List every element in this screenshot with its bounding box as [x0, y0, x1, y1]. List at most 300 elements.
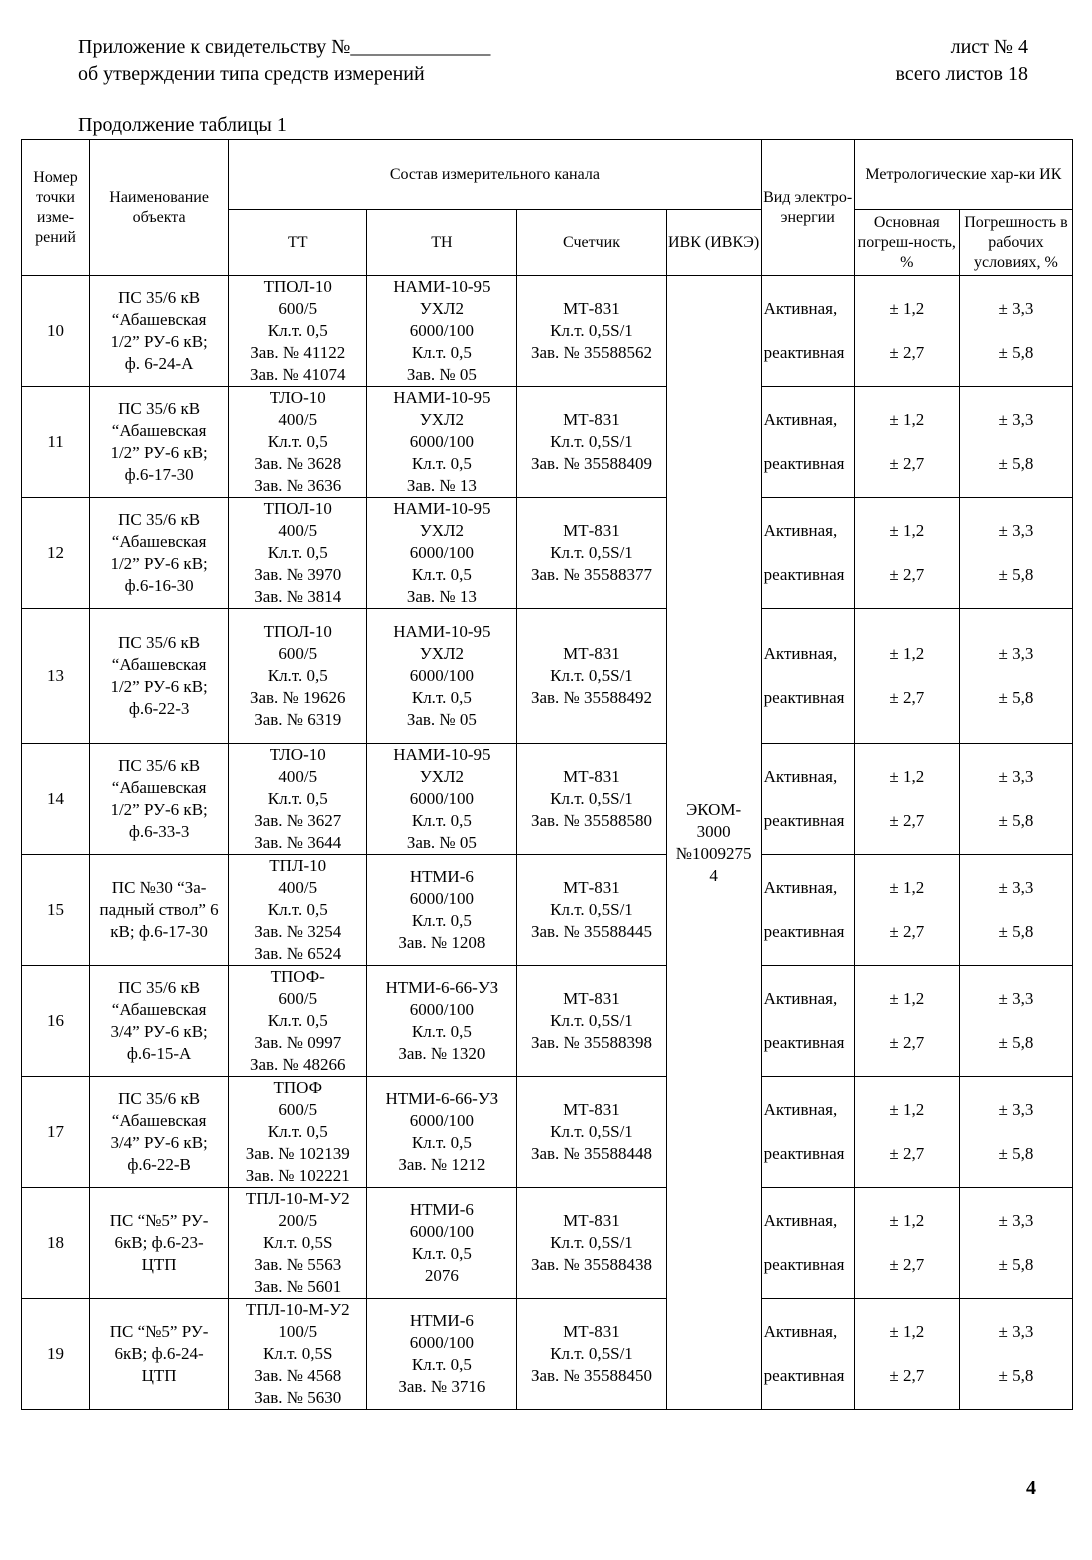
point-number: 16	[22, 966, 90, 1077]
meter-cell	[517, 609, 666, 744]
col-header-number: Номер точки изме-рений	[22, 140, 90, 276]
tn-cell-line: Зав. № 1320	[398, 1044, 486, 1063]
meter-cell-line: Зав. № 35588377	[530, 565, 653, 584]
object-name-line: “Абашевская	[111, 1000, 207, 1019]
meter-cell-line: МТ-831	[563, 878, 620, 897]
tn-cell-line: 6000/100	[409, 543, 474, 562]
basic-error-line: ± 2,7	[889, 1033, 925, 1052]
tn-cell-line: Кл.т. 0,5	[411, 1133, 472, 1152]
tn-cell-line: НАМИ-10-95	[393, 745, 491, 764]
tt-cell-line: Зав. № 5630	[254, 1388, 342, 1407]
working-error	[959, 276, 1072, 387]
tn-cell-line: Кл.т. 0,5	[411, 565, 472, 584]
meter-cell-line: МТ-831	[563, 410, 620, 429]
object-name	[90, 744, 229, 855]
working-error-line: ± 3,3	[998, 767, 1034, 786]
col-header-energy: Вид электро-энергии	[761, 140, 854, 276]
working-error	[959, 1077, 1072, 1188]
tt-cell-line: ТЛО-10	[269, 745, 326, 764]
col-header-working-error: Погрешность в рабочих условиях, %	[959, 210, 1072, 276]
tt-cell	[229, 276, 367, 387]
tt-cell-line: Кл.т. 0,5	[267, 543, 328, 562]
basic-error-line: ± 1,2	[889, 644, 925, 663]
meter-cell-line: Кл.т. 0,5S/1	[550, 1344, 633, 1363]
object-name-line: ПС №30 “За-	[111, 878, 207, 897]
meter-cell-line: Зав. № 35588562	[530, 343, 653, 362]
object-name-line: “Абашевская	[111, 421, 207, 440]
ivk-cell	[666, 276, 761, 1410]
object-name-line: ф.6-15-А	[126, 1044, 192, 1063]
table-body	[22, 276, 1073, 1410]
working-error-line: ± 3,3	[998, 644, 1034, 663]
working-error-line: ± 5,8	[998, 811, 1034, 830]
tt-cell-line: Зав. № 3254	[254, 922, 342, 941]
tn-cell-line: НТМИ-6-66-УЗ	[385, 978, 499, 997]
tn-cell-line: Зав. № 13	[406, 476, 477, 495]
object-name-line: ПС 35/6 кВ	[118, 288, 201, 307]
tt-cell-line: Кл.т. 0,5S	[263, 1233, 333, 1252]
col-header-object: Наименование объекта	[90, 140, 229, 276]
basic-error-line: ± 2,7	[889, 922, 925, 941]
table-row	[22, 609, 1073, 744]
tn-cell-line: УХЛ2	[419, 767, 465, 786]
tn-cell	[367, 498, 517, 609]
object-name-line: ПС “№5” РУ-	[109, 1322, 209, 1341]
working-error	[959, 744, 1072, 855]
point-number: 12	[22, 498, 90, 609]
tn-cell-line: 6000/100	[409, 666, 474, 685]
tt-cell	[229, 1188, 367, 1299]
energy-type-line: Активная,	[763, 767, 838, 786]
tn-cell-line: Зав. № 13	[406, 587, 477, 606]
basic-error-line: ± 1,2	[889, 410, 925, 429]
page-number: 4	[1026, 1477, 1036, 1499]
energy-type-line: реактивная	[763, 1144, 845, 1163]
tt-cell-line: 600/5	[278, 1100, 318, 1119]
tt-cell-line: Зав. № 102139	[245, 1144, 350, 1163]
tt-cell-line: Зав. № 3627	[254, 811, 342, 830]
tn-cell-line: 6000/100	[409, 1000, 474, 1019]
object-name-line: ф. 6-24-А	[124, 354, 194, 373]
tt-cell-line: 600/5	[278, 989, 318, 1008]
object-name-line: “Абашевская	[111, 310, 207, 329]
ivk-line: №1009275	[675, 843, 752, 863]
tt-cell-line: ТПОЛ-10	[263, 499, 332, 518]
point-number: 17	[22, 1077, 90, 1188]
object-name-line: 3/4” РУ-6 кВ;	[110, 1022, 208, 1041]
col-header-composition: Состав измерительного канала	[229, 140, 761, 210]
tt-cell-line: 400/5	[278, 521, 318, 540]
tt-cell-line: Зав. № 41122	[250, 343, 346, 362]
working-error-line: ± 3,3	[998, 878, 1034, 897]
meter-cell-line: МТ-831	[563, 1100, 620, 1119]
tn-cell	[367, 855, 517, 966]
working-error-line: ± 5,8	[998, 922, 1034, 941]
meter-cell-line: Зав. № 35588580	[530, 811, 653, 830]
object-name	[90, 276, 229, 387]
tn-cell-line: НАМИ-10-95	[393, 622, 491, 641]
basic-error-line: ± 1,2	[889, 1322, 925, 1341]
object-name-line: “Абашевская	[111, 655, 207, 674]
tn-cell	[367, 387, 517, 498]
tt-cell-line: ТПОФ-	[270, 967, 325, 986]
working-error-line: ± 5,8	[998, 1033, 1034, 1052]
tt-cell-line: ТПЛ-10-М-У2	[245, 1300, 350, 1319]
meter-cell-line: Зав. № 35588445	[530, 922, 653, 941]
basic-error	[854, 1077, 959, 1188]
tt-cell-line: Зав. № 0997	[254, 1033, 342, 1052]
ivk-line: 4	[709, 865, 718, 885]
energy-type	[761, 744, 854, 855]
energy-type-line: Активная,	[763, 1100, 838, 1119]
energy-type-line: реактивная	[763, 1033, 845, 1052]
basic-error-line: ± 1,2	[889, 989, 925, 1008]
energy-type	[761, 1299, 854, 1410]
tt-cell-line: 400/5	[278, 767, 318, 786]
object-name-line: “Абашевская	[111, 1111, 207, 1130]
table-row	[22, 1188, 1073, 1299]
tn-cell-line: НТМИ-6	[409, 867, 474, 886]
tt-cell	[229, 609, 367, 744]
col-header-tn: ТН	[367, 210, 517, 276]
meter-cell-line: Кл.т. 0,5S/1	[550, 1122, 633, 1141]
basic-error	[854, 966, 959, 1077]
tn-cell	[367, 1299, 517, 1410]
tt-cell-line: Кл.т. 0,5S	[263, 1344, 333, 1363]
tt-cell-line: 600/5	[278, 299, 318, 318]
energy-type-line: Активная,	[763, 410, 838, 429]
object-name-line: ф.6-33-3	[128, 822, 190, 841]
col-header-meter: Счетчик	[517, 210, 666, 276]
tt-cell-line: Кл.т. 0,5	[267, 321, 328, 340]
energy-type	[761, 276, 854, 387]
object-name	[90, 1299, 229, 1410]
object-name-line: 1/2” РУ-6 кВ;	[110, 554, 208, 573]
working-error-line: ± 3,3	[998, 410, 1034, 429]
basic-error-line: ± 1,2	[889, 521, 925, 540]
meter-cell-line: Кл.т. 0,5S/1	[550, 432, 633, 451]
tn-cell-line: Кл.т. 0,5	[411, 1022, 472, 1041]
tn-cell-line: Кл.т. 0,5	[411, 1244, 472, 1263]
basic-error-line: ± 2,7	[889, 1144, 925, 1163]
energy-type-line: реактивная	[763, 343, 845, 362]
meter-cell-line: МТ-831	[563, 1211, 620, 1230]
working-error-line: ± 5,8	[998, 565, 1034, 584]
tn-cell-line: 6000/100	[409, 321, 474, 340]
tn-cell	[367, 276, 517, 387]
tt-cell	[229, 1077, 367, 1188]
tn-cell	[367, 744, 517, 855]
object-name	[90, 1188, 229, 1299]
point-number: 10	[22, 276, 90, 387]
energy-type	[761, 855, 854, 966]
meter-cell-line: Зав. № 35588448	[530, 1144, 653, 1163]
tn-cell-line: Кл.т. 0,5	[411, 454, 472, 473]
object-name-line: ф.6-17-30	[124, 465, 194, 484]
tt-cell-line: ТПОЛ-10	[263, 277, 332, 296]
tt-cell-line: ТПОФ	[273, 1078, 323, 1097]
tt-cell-line: Кл.т. 0,5	[267, 432, 328, 451]
tn-cell-line: УХЛ2	[419, 521, 465, 540]
tt-cell-line: Зав. № 4568	[254, 1366, 342, 1385]
tn-cell-line: Кл.т. 0,5	[411, 1355, 472, 1374]
tt-cell-line: Кл.т. 0,5	[267, 1122, 328, 1141]
table-caption: Продолжение таблицы 1	[78, 114, 287, 136]
tt-cell-line: 100/5	[278, 1322, 318, 1341]
working-error-line: ± 3,3	[998, 299, 1034, 318]
meter-cell-line: Кл.т. 0,5S/1	[550, 1011, 633, 1030]
tt-cell-line: Зав. № 3636	[254, 476, 342, 495]
meter-cell-line: Кл.т. 0,5S/1	[550, 543, 633, 562]
tn-cell	[367, 1077, 517, 1188]
energy-type-line: Активная,	[763, 299, 838, 318]
table-row	[22, 966, 1073, 1077]
tn-cell-line: УХЛ2	[419, 299, 465, 318]
object-name-line: ПС 35/6 кВ	[118, 756, 201, 775]
tn-cell-line: Зав. № 05	[406, 710, 477, 729]
tn-cell-line: 6000/100	[409, 1111, 474, 1130]
tt-cell-line: Кл.т. 0,5	[267, 789, 328, 808]
meter-cell-line: МТ-831	[563, 644, 620, 663]
working-error-line: ± 3,3	[998, 1211, 1034, 1230]
energy-type-line: Активная,	[763, 1322, 838, 1341]
object-name	[90, 609, 229, 744]
basic-error-line: ± 1,2	[889, 299, 925, 318]
tt-cell-line: Кл.т. 0,5	[267, 666, 328, 685]
meter-cell-line: МТ-831	[563, 1322, 620, 1341]
tt-cell-line: Зав. № 6524	[254, 944, 342, 963]
tt-cell-line: ТПОЛ-10	[263, 622, 332, 641]
energy-type-line: реактивная	[763, 811, 845, 830]
tn-cell-line: НТМИ-6	[409, 1200, 474, 1219]
tn-cell-line: 2076	[424, 1266, 459, 1285]
basic-error-line: ± 1,2	[889, 1211, 925, 1230]
meter-cell	[517, 966, 666, 1077]
tn-cell-line: 6000/100	[409, 889, 474, 908]
object-name-line: ПС “№5” РУ-	[109, 1211, 209, 1230]
basic-error-line: ± 1,2	[889, 878, 925, 897]
basic-error	[854, 387, 959, 498]
tt-cell-line: Кл.т. 0,5	[267, 900, 328, 919]
meter-cell	[517, 498, 666, 609]
basic-error	[854, 744, 959, 855]
tt-cell-line: Зав. № 3970	[254, 565, 342, 584]
energy-type	[761, 966, 854, 1077]
meter-cell	[517, 387, 666, 498]
tt-cell	[229, 387, 367, 498]
basic-error	[854, 855, 959, 966]
meter-cell-line: Кл.т. 0,5S/1	[550, 321, 633, 340]
meter-cell	[517, 1299, 666, 1410]
basic-error-line: ± 2,7	[889, 1366, 925, 1385]
meter-cell	[517, 855, 666, 966]
energy-type	[761, 1077, 854, 1188]
object-name-line: кВ; ф.6-17-30	[110, 922, 208, 941]
tt-cell-line: 400/5	[278, 410, 318, 429]
energy-type-line: Активная,	[763, 1211, 838, 1230]
col-header-basic-error: Основная погреш-ность, %	[854, 210, 959, 276]
object-name-line: 1/2” РУ-6 кВ;	[110, 332, 208, 351]
table-row	[22, 498, 1073, 609]
working-error-line: ± 3,3	[998, 1322, 1034, 1341]
object-name-line: 1/2” РУ-6 кВ;	[110, 800, 208, 819]
object-name-line: ПС 35/6 кВ	[118, 1089, 201, 1108]
working-error-line: ± 5,8	[998, 343, 1034, 362]
tn-cell	[367, 1188, 517, 1299]
working-error	[959, 855, 1072, 966]
meter-cell-line: Зав. № 35588492	[530, 688, 653, 707]
object-name-line: 1/2” РУ-6 кВ;	[110, 677, 208, 696]
tn-cell-line: Зав. № 1212	[398, 1155, 486, 1174]
energy-type-line: реактивная	[763, 454, 845, 473]
sheet-number: лист № 4	[950, 36, 1028, 58]
meter-cell-line: МТ-831	[563, 989, 620, 1008]
energy-type-line: Активная,	[763, 989, 838, 1008]
tn-cell-line: Зав. № 1208	[398, 933, 486, 952]
table-row	[22, 1077, 1073, 1188]
working-error-line: ± 5,8	[998, 688, 1034, 707]
meter-cell-line: МТ-831	[563, 299, 620, 318]
tt-cell-line: 600/5	[278, 644, 318, 663]
tn-cell-line: УХЛ2	[419, 410, 465, 429]
meter-cell-line: Зав. № 35588398	[530, 1033, 653, 1052]
working-error	[959, 387, 1072, 498]
basic-error	[854, 498, 959, 609]
point-number: 15	[22, 855, 90, 966]
tn-cell-line: Кл.т. 0,5	[411, 343, 472, 362]
tn-cell-line: Зав. № 05	[406, 833, 477, 852]
tn-cell-line: 6000/100	[409, 432, 474, 451]
tn-cell-line: УХЛ2	[419, 644, 465, 663]
meter-cell-line: Кл.т. 0,5S/1	[550, 900, 633, 919]
table-row	[22, 744, 1073, 855]
tt-cell-line: ТПЛ-10-М-У2	[245, 1189, 350, 1208]
working-error-line: ± 3,3	[998, 989, 1034, 1008]
tn-cell-line: НАМИ-10-95	[393, 388, 491, 407]
basic-error-line: ± 2,7	[889, 1255, 925, 1274]
tn-cell-line: Зав. № 05	[406, 365, 477, 384]
tt-cell-line: Зав. № 48266	[249, 1055, 346, 1074]
point-number: 13	[22, 609, 90, 744]
tn-cell-line: НАМИ-10-95	[393, 277, 491, 296]
energy-type-line: реактивная	[763, 688, 845, 707]
table-row	[22, 1299, 1073, 1410]
meter-cell-line: Зав. № 35588438	[530, 1255, 653, 1274]
working-error-line: ± 3,3	[998, 521, 1034, 540]
tn-cell-line: Кл.т. 0,5	[411, 688, 472, 707]
working-error-line: ± 5,8	[998, 454, 1034, 473]
total-sheets: всего листов 18	[895, 63, 1028, 85]
basic-error-line: ± 1,2	[889, 1100, 925, 1119]
tt-cell	[229, 966, 367, 1077]
tt-cell	[229, 855, 367, 966]
meter-cell	[517, 1077, 666, 1188]
energy-type-line: Активная,	[763, 644, 838, 663]
tt-cell	[229, 1299, 367, 1410]
working-error-line: ± 5,8	[998, 1144, 1034, 1163]
tn-cell-line: Кл.т. 0,5	[411, 811, 472, 830]
object-name-line: “Абашевская	[111, 778, 207, 797]
meter-cell-line: Кл.т. 0,5S/1	[550, 789, 633, 808]
tt-cell-line: Зав. № 5601	[254, 1277, 342, 1296]
working-error-line: ± 5,8	[998, 1366, 1034, 1385]
energy-type-line: реактивная	[763, 565, 845, 584]
object-name	[90, 1077, 229, 1188]
col-header-ivk: ИВК (ИВКЭ)	[666, 210, 761, 276]
object-name-line: ф.6-22-В	[127, 1155, 191, 1174]
point-number: 11	[22, 387, 90, 498]
object-name-line: ЦТП	[141, 1255, 177, 1274]
object-name-line: 1/2” РУ-6 кВ;	[110, 443, 208, 462]
tt-cell-line: ТПЛ-10	[269, 856, 327, 875]
energy-type	[761, 387, 854, 498]
tn-cell-line: НАМИ-10-95	[393, 499, 491, 518]
object-name-line: 6кВ; ф.6-23-	[114, 1233, 204, 1252]
tt-cell-line: Зав. № 102221	[245, 1166, 350, 1185]
basic-error	[854, 609, 959, 744]
basic-error	[854, 1299, 959, 1410]
meter-cell-line: Зав. № 35588450	[530, 1366, 653, 1385]
document-header-left	[78, 34, 490, 88]
object-name-line: ЦТП	[141, 1366, 177, 1385]
tt-cell-line: Зав. № 6319	[254, 710, 342, 729]
tn-cell-line: 6000/100	[409, 1222, 474, 1241]
object-name	[90, 498, 229, 609]
energy-type-line: реактивная	[763, 1366, 845, 1385]
document-header-right	[895, 34, 1028, 88]
object-name-line: ф.6-22-3	[128, 699, 190, 718]
energy-type-line: реактивная	[763, 922, 845, 941]
object-name-line: ПС 35/6 кВ	[118, 978, 201, 997]
tn-cell-line: НТМИ-6	[409, 1311, 474, 1330]
tn-cell-line: НТМИ-6-66-УЗ	[385, 1089, 499, 1108]
working-error	[959, 498, 1072, 609]
working-error	[959, 966, 1072, 1077]
point-number: 14	[22, 744, 90, 855]
basic-error-line: ± 2,7	[889, 343, 925, 362]
object-name-line: падный ствол” 6	[99, 900, 219, 919]
meter-cell	[517, 276, 666, 387]
col-header-tt: ТТ	[229, 210, 367, 276]
energy-type	[761, 609, 854, 744]
energy-type	[761, 1188, 854, 1299]
meter-cell-line: Зав. № 35588409	[530, 454, 653, 473]
working-error	[959, 609, 1072, 744]
table-row	[22, 855, 1073, 966]
header-certificate-line: Приложение к свидетельству №______________	[78, 36, 491, 58]
energy-type-line: реактивная	[763, 1255, 845, 1274]
ivk-line: ЭКОМ-	[686, 799, 742, 819]
basic-error-line: ± 2,7	[889, 688, 925, 707]
tn-cell	[367, 609, 517, 744]
object-name-line: ПС 35/6 кВ	[118, 510, 201, 529]
energy-type-line: Активная,	[763, 521, 838, 540]
tt-cell-line: Зав. № 5563	[254, 1255, 342, 1274]
tt-cell-line: Кл.т. 0,5	[267, 1011, 328, 1030]
meter-cell	[517, 1188, 666, 1299]
basic-error-line: ± 1,2	[889, 767, 925, 786]
tt-cell-line: Зав. № 3644	[254, 833, 342, 852]
object-name-line: ПС 35/6 кВ	[118, 399, 201, 418]
meter-cell	[517, 744, 666, 855]
meter-cell-line: Кл.т. 0,5S/1	[550, 1233, 633, 1252]
basic-error	[854, 1188, 959, 1299]
object-name-line: ф.6-16-30	[124, 576, 194, 595]
working-error	[959, 1188, 1072, 1299]
tt-cell-line: Зав. № 3814	[254, 587, 342, 606]
working-error	[959, 1299, 1072, 1410]
meter-cell-line: Кл.т. 0,5S/1	[550, 666, 633, 685]
